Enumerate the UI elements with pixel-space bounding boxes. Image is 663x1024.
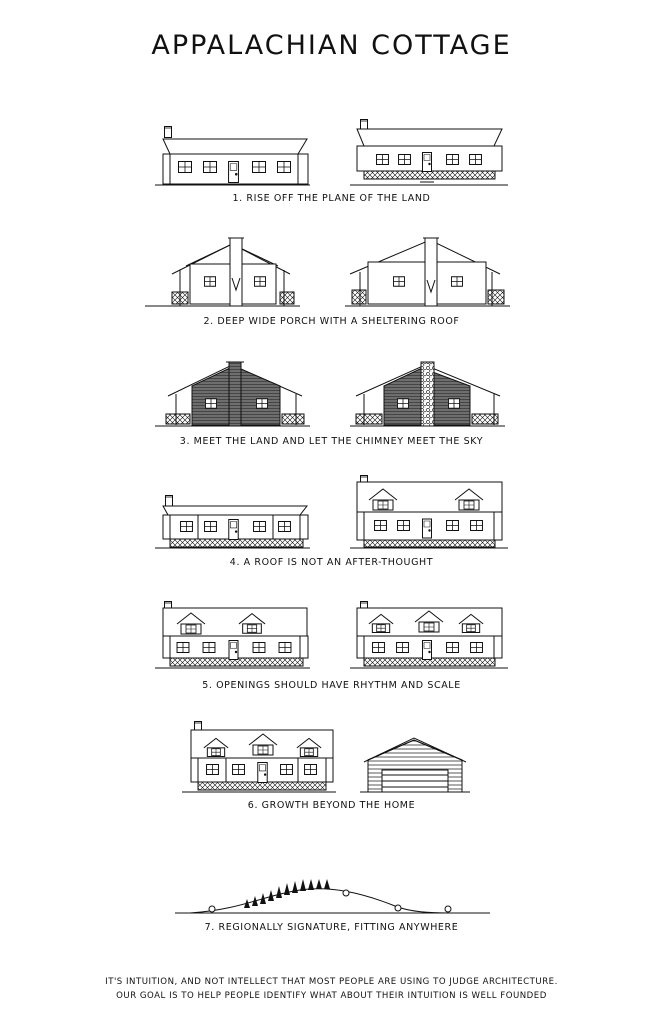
principle-5-caption: 5. OPENINGS SHOULD HAVE RHYTHM AND SCALE (202, 680, 461, 691)
drawing-2-right (345, 238, 510, 306)
principle-3-caption: 3. MEET THE LAND AND LET THE CHIMNEY MEET THE SKY (179, 436, 484, 447)
drawing-2-left (145, 238, 300, 306)
principle-1-caption: 1. RISE OFF THE PLANE OF THE LAND (232, 193, 431, 204)
principle-6-caption: 6. GROWTH BEYOND THE HOME (247, 800, 416, 811)
principle-4-caption: 4. A ROOF IS NOT AN AFTER-THOUGHT (229, 557, 434, 568)
drawing-6-garage (360, 738, 470, 792)
drawing-5-right (350, 602, 508, 669)
footer-line-2: OUR GOAL IS TO HELP PEOPLE IDENTIFY WHAT ABOUT THEIR INTUITION IS WELL FOUNDED (116, 991, 547, 1001)
drawing-6-house (182, 722, 336, 793)
principle-2-caption: 2. DEEP WIDE PORCH WITH A SHELTERING ROOF (203, 316, 460, 327)
drawing-5-left (155, 602, 310, 669)
drawing-3-left (155, 362, 310, 426)
principle-7-caption: 7. REGIONALLY SIGNATURE, FITTING ANYWHERE (204, 922, 459, 933)
drawing-1-right (350, 120, 508, 186)
drawing-7-landscape (175, 879, 490, 913)
page-title: APPALACHIAN COTTAGE (151, 30, 512, 61)
drawing-3-right (350, 362, 505, 426)
drawing-4-left (155, 496, 310, 549)
drawing-4-right (350, 476, 508, 549)
drawing-1-left (155, 127, 310, 186)
footer-line-1: IT'S INTUITION, AND NOT INTELLECT THAT MOST PEOPLE ARE USING TO JUDGE ARCHITECTURE. (105, 977, 558, 987)
